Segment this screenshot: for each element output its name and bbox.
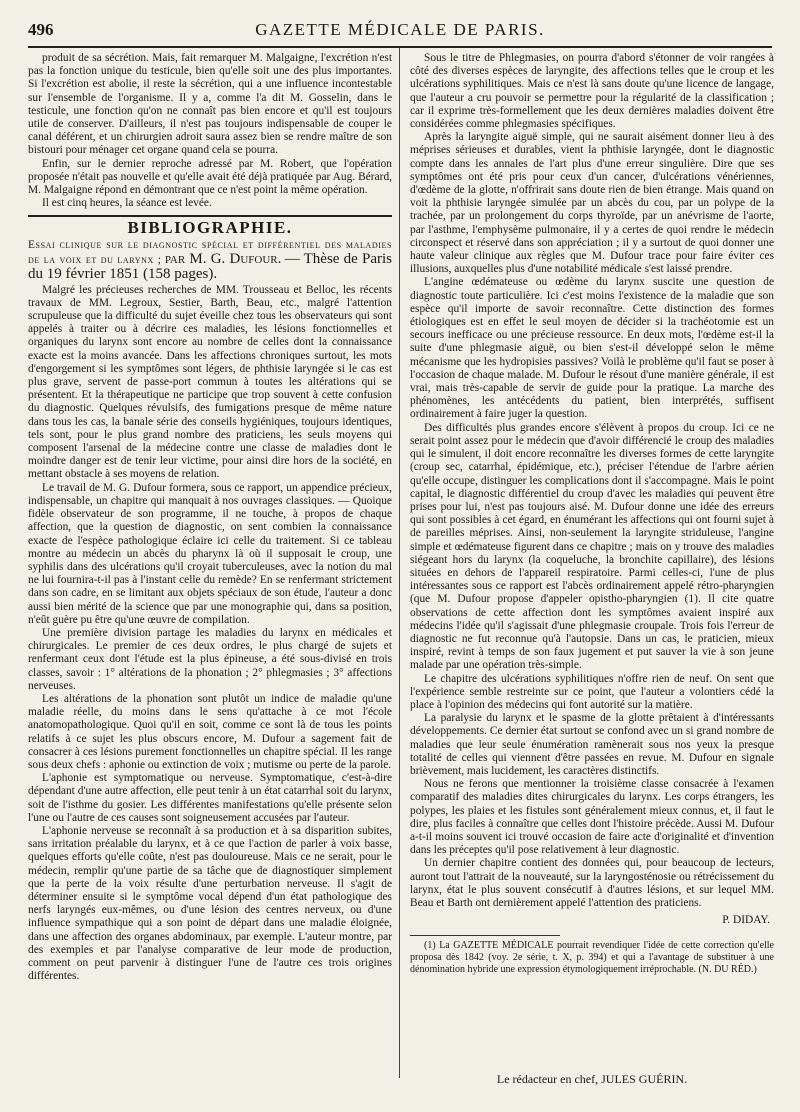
column-divider (399, 48, 400, 1078)
paragraph: L'aphonie est symptomatique ou nerveuse. Symptomatique, c'est-à-dire dépendant d'une autre affection, elle peut tenir à un état catarrhal soit du larynx, soit de l'isthme du gosier. Les différentes manifestations qu'elle présente selon l'une ou l'autre de ces causes sont soigneusement accusées par l'auteur. (28, 772, 392, 824)
paragraph: Malgré les précieuses recherches de MM. Trousseau et Belloc, les récents travaux de MM. Legroux, Sestier, Barth, Beau, etc., malgré l'attention scrupuleuse que la difficulté du sujet éveille chez tous les observateurs qui sont appelés à traiter ou à décrire ces maladies, les lésions fonctionnelles et organiques du larynx sont encore au nombre de celles dont la connaissance exacte est la moins avancée. Dans les affections chroniques surtout, les mots d'engorgement si les symptômes sont légers, de phthisie laryngée si le cas est plus grave, servent de passe-port commun à toutes les altérations qui se présentent. Et la thérapeutique ne participe que trop souvent à cette confusion du diagnostic. Quelques révulsifs, des fumigations presque de même nature dans tous les cas, la banale série des conseils hygiéniques, toujours identiques, tels sont, pour le plus grand nombre des praticiens, les seuls moyens qui composent l'arsenal de la médecine contre une classe de maladies dont le moindre danger est de tenir leur victime, pour ainsi dire hors de la société, en mettant obstacle à ses moyens de relation. (28, 283, 392, 481)
paragraph: Une première division partage les maladies du larynx en médicales et chirurgicales. Le premier de ces deux ordres, le plus chargé de sujets et renfermant ceux dont l'étude est la plus épineuse, a été sous-divisé en trois classes, savoir : 1° altérations de la phonation ; 2° phlegmasies ; 3° affections nerveuses. (28, 626, 392, 692)
right-column (410, 52, 774, 1012)
paragraph: L'angine œdémateuse ou œdème du larynx suscite une question de diagnostic toute particulière. Ici c'est moins l'existence de la maladie que son espèce qu'il importe de savoir reconnaître. Cette distinction des formes étiologiques est en effet le seul moyen de décider si la trachéotomie est un secours inefficace ou une précieuse ressource. En deux mots, l'œdème est-il la suite d'une phlegmasie aiguë, ou bien s'est-il développé selon le même mécanisme que les hydropisies passives? Voilà le problème qu'il faut se poser à l'occasion de chaque malade. M. Dufour le résout d'une manière générale, il est vrai, mais très-capable de servir de guide pour la pratique. La marche des phénomènes, les antécédents du patient, bien interprétés, suffisent ordinairement à faire juger la question. (410, 276, 774, 421)
section-rule (28, 215, 392, 217)
editor-line: Le rédacteur en chef, JULES GUÉRIN. (496, 1072, 688, 1086)
paragraph: Des difficultés plus grandes encore s'élèvent à propos du croup. Ici ce ne serait point assez pour le médecin que d'avoir différencié le croup des maladies qui le simulent, il doit encore reconnaître les diverses formes de cette laryngite (croup sec, catarrhal, épidémique, etc.), préciser l'étendue de l'arbre aérien qu'elle occupe, distinguer les complications dont il s'accompagne. Mais le point capital, le diagnostic différentiel du croup d'avec les maladies qui peuvent être prises pour lui, n'est pas toujours aisé. M. Dufour donne une idée des erreurs qui sont possibles à cet égard, en énumérant les affections qui ont fourni sujet à de pareilles méprises. Ainsi, non-seulement la laryngite striduleuse, l'angine simple et œdémateuse figurent dans ce chapitre ; mais on y trouve des maladies siégeant hors du larynx (la coqueluche, la bronchite capillaire), des lésions situées en dehors de l'appareil respiratoire. Parmi celles-ci, l'une de plus intéressantes sous ce rapport est l'abcès ordinairement appelé rétro-pharyngien (que M. Dufour propose d'appeler opistho-pharyngien (1). Il cite quatre observations de cette affection dont les symptômes avaient inspiré aux médecins l'idée qu'il s'agissait d'une phlegmasie croupale. Trois fois l'erreur de diagnostic ne fut reconnue qu'à l'autopsie. Dans un cas, le praticien, mieux inspiré, revint à temps de son faux jugement et put sauver la vie à son jeune malade par une opération très-simple. (410, 421, 774, 672)
paragraph: Enfin, sur le dernier reproche adressé par M. Robert, que l'opération proposée n'était pas nouvelle et qu'elle avait été déjà pratiquée par Aug. Bérard, M. Malgaigne répond en démontrant que ce n'est point la même opération. (28, 157, 392, 197)
page-number: 496 (28, 20, 54, 39)
left-column (28, 52, 392, 1092)
journal-title: GAZETTE MÉDICALE DE PARIS. (255, 20, 545, 39)
paragraph: Nous ne ferons que mentionner la troisième classe consacrée à l'examen comparatif des maladies dites chirurgicales du larynx. Les corps étrangers, les polypes, les plaies et les fistules sont généralement mieux connus, et, il faut le dire, plus faciles à connaître que celles dont l'histoire précède. Aussi M. Dufour a-t-il moins souvent ici trouvé occasion de faire acte d'originalité et d'invention dans les préceptes qu'il pose relativement à leur diagnostic. (410, 778, 774, 857)
footnote: (1) La GAZETTE MÉDICALE pourrait revendiquer l'idée de cette correction qu'elle proposa dès 1842 (voy. 2e série, t. X, p. 394) et qui a l'avantage de substituer à une dénomination hybride une expression étymologiquement irréprochable. (N. DU RÉD.) (410, 940, 774, 975)
article-thesis: — Thèse de Paris du 19 février 1851 (158 pages). (28, 250, 392, 282)
paragraph: Un dernier chapitre contient des données qui, pour beaucoup de lecteurs, auront tout l'attrait de la nouveauté, sur la laryngosténosie ou rétrécissement du larynx, état le plus souvent consécutif à d'autres lésions, et sur lequel MM. Beau et Barth ont dernièrement appelé l'attention des praticiens. (410, 857, 774, 909)
paragraph: Il est cinq heures, la séance est levée. (42, 197, 212, 210)
author-signature: P. DIDAY. (722, 914, 770, 927)
paragraph: Après la laryngite aiguë simple, qui ne saurait aisément donner lieu à des méprises sérieuses et durables, vient la phthisie laryngée, dont le diagnostic compte dans les annales de l'art plus d'une erreur singulière. Dire que ses symptômes ont été pris pour ceux d'un cancer, d'ulcérations vénériennes, d'œdème de la glotte, n'offrirait sans doute rien de bien étrange. Mais quand on voit la phthisie laryngée simulée par un abcès du cou, par un polype de la trachée, par un prolongement du corps thyroïde, par un anévrisme de l'aorte, par l'asthme, l'emphysème pulmonaire, il y a certes de quoi rendre le médecin circonspect et réservé dans son appréciation ; il y a surtout de quoi donner une haute valeur clinique aux règles que M. Dufour trace pour faire éviter ces illusions, auxquelles plus d'une notabilité médicale s'est laissé prendre. (410, 131, 774, 276)
page-header (28, 20, 772, 42)
paragraph: Le chapitre des ulcérations syphilitiques n'offre rien de neuf. On sent que l'expérience semble restreinte sur ce point, que l'auteur a volontiers cédé la place à l'opinion des médecins qui font autorité sur la matière. (410, 672, 774, 711)
section-title: BIBLIOGRAPHIE. (127, 218, 293, 238)
footnote-rule (410, 935, 560, 936)
paragraph: Les altérations de la phonation sont plutôt un indice de maladie qu'une maladie réelle, du moins dans le sens qu'attache à ce mot l'école anatomopathologique. Quoi qu'il en soit, comme ce sont là de tous les points relatifs à ce sujet les plus obscurs encore, M. Dufour a sagement fait de consacrer à ces lésions purement fonctionnelles un chapitre spécial. Il les range sous deux chefs : aphonie ou extinction de voix ; mutisme ou perte de la parole. (28, 692, 392, 771)
article-author: par M. G. Dufour. (164, 250, 282, 267)
paragraph: Sous le titre de Phlegmasies, on pourra d'abord s'étonner de voir rangées à côté des diverses espèces de laryngite, des affections telles que le croup et les ulcérations syphilitiques. Mais ce n'est là sans doute qu'une licence de langage, que l'auteur a cru pouvoir se permettre pour la régularité de la classification ; car il exprime très-formellement que les deux dernières maladies doivent être considérées comme phlegmasies spécifiques. (410, 52, 774, 131)
paragraph: Le travail de M. G. Dufour formera, sous ce rapport, un appendice précieux, indispensable, un chapitre qui manquait à nos ouvrages classiques. — Quoique fidèle observateur de son programme, il ne touche, à propos de chaque affection, que la question de diagnostic, on sent combien la connaissance exacte de l'espèce pathologique éclaire ici celle du traitement. Si ce tableau montre au médecin un abcès du pharynx là où il supposait le croup, une syphilis dans des ulcérations qu'il croyait tuberculeuses, avec la notion du mal ne lui fournira-t-il pas à l'instant celle du remède? En se renfermant strictement dans son cadre, en se limitant aux objets spéciaux de son étude, l'auteur a donc aussi bien mérité de la science que par une monographie qui, dans sa position, n'eût guère pu être qu'une œuvre de compilation. (28, 481, 392, 626)
paragraph: produit de sa sécrétion. Mais, fait remarquer M. Malgaigne, l'excrétion n'est pas la fonction unique du testicule, bien qu'elle soit une des plus importantes. Si l'excrétion est abolie, il reste la sécrétion, qui a une influence incontestable sur l'ensemble de l'organisme. Il y a, comme l'a dit M. Gosselin, dans le testicule, une fonction qu'on ne connaît pas bien encore et qu'il est toujours utile de conserver. D'ailleurs, il n'est pas toujours indispensable de couper le canal déférent, et un chirurgien adroit saura assez bien se rendre maître de son bistouri pour ménager cet organe quand cela se pourra. (28, 52, 392, 157)
paragraph: La paralysie du larynx et le spasme de la glotte prêtaient à d'intéressants développements. Ce dernier état surtout se confond avec un si grand nombre de maladies que leur seule énumération ramènerait sous nos yeux la presque totalité de celles qui viennent d'être passées en revue. M. Dufour en signale brièvement, mais lucidement, les caractères distinctifs. (410, 712, 774, 777)
header-rule (28, 46, 772, 48)
article-title: Essai clinique sur le diagnostic spécial et différentiel des maladies de la voix et du larynx ; (28, 238, 392, 266)
paragraph: L'aphonie nerveuse se reconnaît à sa production et à sa disparition subites, sans irritation préalable du larynx, et à ce que l'action de parler à voix basse, quelques efforts qu'elle coûte, n'est pas douloureuse. Mais ce ne serait, pour le médecin, remplir qu'une partie de sa tâche que de diagnostiquer simplement que la perte de la voix résulte d'une perturbation nerveuse. Il s'agit de déterminer ensuite si le symptôme vocal dépend d'un état pathologique des nerfs laryngés eux-mêmes, ou d'une lésion des centres nerveux, ou d'une influence sympathique qui a son point de départ dans une maladie éloignée, dans une affection des organes abdominaux, par exemple. L'auteur montre, par des exemples et par l'analyse comparative de leur mode de production, comment on peut parvenir à distinguer l'une de l'autre ces trois origines différentes. (28, 824, 392, 983)
article-heading (28, 238, 392, 282)
